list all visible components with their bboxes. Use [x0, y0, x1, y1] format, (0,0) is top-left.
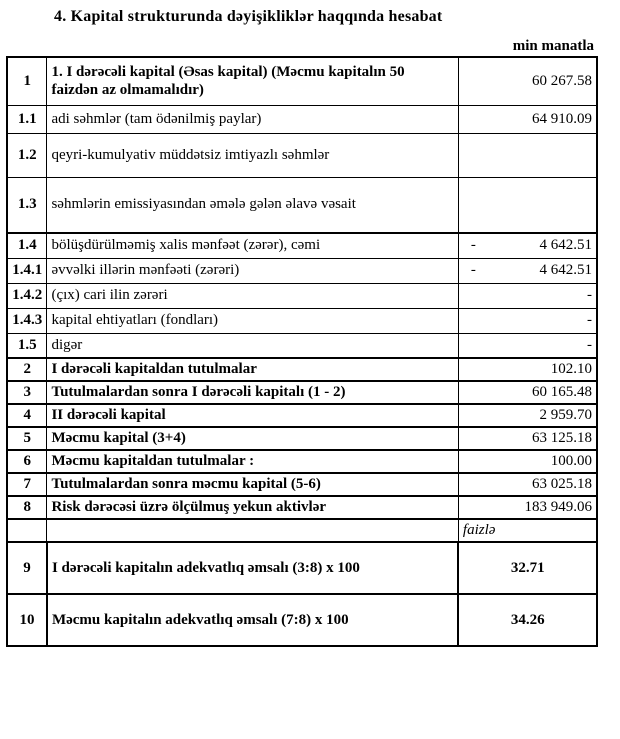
row-value-cell: 63 025.18	[458, 473, 597, 496]
row-number-cell: 1.4.1	[7, 258, 47, 283]
table-row	[7, 358, 597, 381]
table-row	[7, 57, 597, 105]
row-label-cell: Tutulmalardan sonra məcmu kapital (5-6)	[47, 473, 458, 496]
row-number-cell: 1.1	[7, 105, 47, 133]
row-number-cell: 2	[7, 358, 47, 381]
row-label-cell: I dərəcəli kapitaldan tutulmalar	[47, 358, 458, 381]
row-value-cell: -	[458, 308, 597, 333]
row-number-cell	[7, 519, 47, 542]
table-row	[7, 450, 597, 473]
table-row	[7, 233, 597, 258]
row-value-cell: 64 910.09	[458, 105, 597, 133]
table-row	[7, 594, 597, 646]
unit-label: min manatla	[512, 38, 594, 54]
table-row	[7, 177, 597, 233]
row-value-cell: 32.71	[458, 542, 597, 594]
row-number-cell: 3	[7, 381, 47, 404]
row-label-cell: II dərəcəli kapital	[47, 404, 458, 427]
row-number-cell: 8	[7, 496, 47, 519]
row-number-cell: 5	[7, 427, 47, 450]
table-row	[7, 308, 597, 333]
table-row	[7, 333, 597, 358]
table-row	[7, 496, 597, 519]
row-value-cell: faizlə	[458, 519, 597, 542]
row-value-cell	[458, 177, 597, 233]
row-label-cell: (çıx) cari ilin zərəri	[47, 283, 458, 308]
row-number-cell: 1.4.2	[7, 283, 47, 308]
row-number-cell: 4	[7, 404, 47, 427]
table-row	[7, 283, 597, 308]
row-label-cell: Məcmu kapitaldan tutulmalar :	[47, 450, 458, 473]
row-value-cell: 100.00	[458, 450, 597, 473]
row-label-cell: bölüşdürülməmiş xalis mənfəət (zərər), cəmi	[47, 233, 458, 258]
row-value-cell: 60 165.48	[458, 381, 597, 404]
row-number-cell: 1.4.3	[7, 308, 47, 333]
row-number-cell: 1.5	[7, 333, 47, 358]
row-label-cell: 1. I dərəcəli kapital (Əsas kapital) (Məcmu kapitalın 50 faizdən az olmamalıdır)	[47, 57, 458, 105]
table-row	[7, 542, 597, 594]
row-number-cell: 6	[7, 450, 47, 473]
row-number-cell: 1	[7, 57, 47, 105]
row-number-cell: 1.2	[7, 133, 47, 177]
row-value-cell: 34.26	[458, 594, 597, 646]
row-label-cell: Risk dərəcəsi üzrə ölçülmuş yekun aktivlər	[47, 496, 458, 519]
row-label-cell: Tutulmalardan sonra I dərəcəli kapitalı (1 - 2)	[47, 381, 458, 404]
row-value-cell: 2 959.70	[458, 404, 597, 427]
table-row	[7, 519, 597, 542]
table-row	[7, 133, 597, 177]
row-value-cell: 102.10	[458, 358, 597, 381]
table-row	[7, 381, 597, 404]
row-label-cell: digər	[47, 333, 458, 358]
row-number-cell: 9	[7, 542, 47, 594]
row-label-cell: I dərəcəli kapitalın adekvatlıq əmsalı (3:8) x 100	[47, 542, 458, 594]
row-value-cell: - 4 642.51	[458, 258, 597, 283]
row-value-cell: - 4 642.51	[458, 233, 597, 258]
page-title: 4. Kapital strukturunda dəyişikliklər haqqında hesabat	[54, 8, 443, 25]
row-label-cell: adi səhmlər (tam ödənilmiş paylar)	[47, 105, 458, 133]
table-row	[7, 105, 597, 133]
row-number-cell: 1.4	[7, 233, 47, 258]
row-value-cell: 63 125.18	[458, 427, 597, 450]
table-row	[7, 473, 597, 496]
row-label-cell: səhmlərin emissiyasından əmələ gələn əlavə vəsait	[47, 177, 458, 233]
report-table-body	[7, 57, 597, 646]
row-label-cell: qeyri-kumulyativ müddətsiz imtiyazlı səhmlər	[47, 133, 458, 177]
row-number-cell: 10	[7, 594, 47, 646]
row-label-cell: Məcmu kapital (3+4)	[47, 427, 458, 450]
row-label-cell: kapital ehtiyatları (fondları)	[47, 308, 458, 333]
table-row	[7, 258, 597, 283]
report-table	[6, 56, 598, 647]
row-value-cell: -	[458, 333, 597, 358]
negative-dash: -	[470, 262, 476, 279]
table-row	[7, 427, 597, 450]
row-value-cell	[458, 133, 597, 177]
row-value-cell: 183 949.06	[458, 496, 597, 519]
row-value-cell: 60 267.58	[458, 57, 597, 105]
negative-dash: -	[470, 237, 476, 254]
table-row	[7, 404, 597, 427]
row-value-cell: -	[458, 283, 597, 308]
row-number-cell: 1.3	[7, 177, 47, 233]
row-label-cell	[47, 519, 458, 542]
row-label-cell: Məcmu kapitalın adekvatlıq əmsalı (7:8) x 100	[47, 594, 458, 646]
row-number-cell: 7	[7, 473, 47, 496]
row-label-cell: əvvəlki illərin mənfəəti (zərəri)	[47, 258, 458, 283]
